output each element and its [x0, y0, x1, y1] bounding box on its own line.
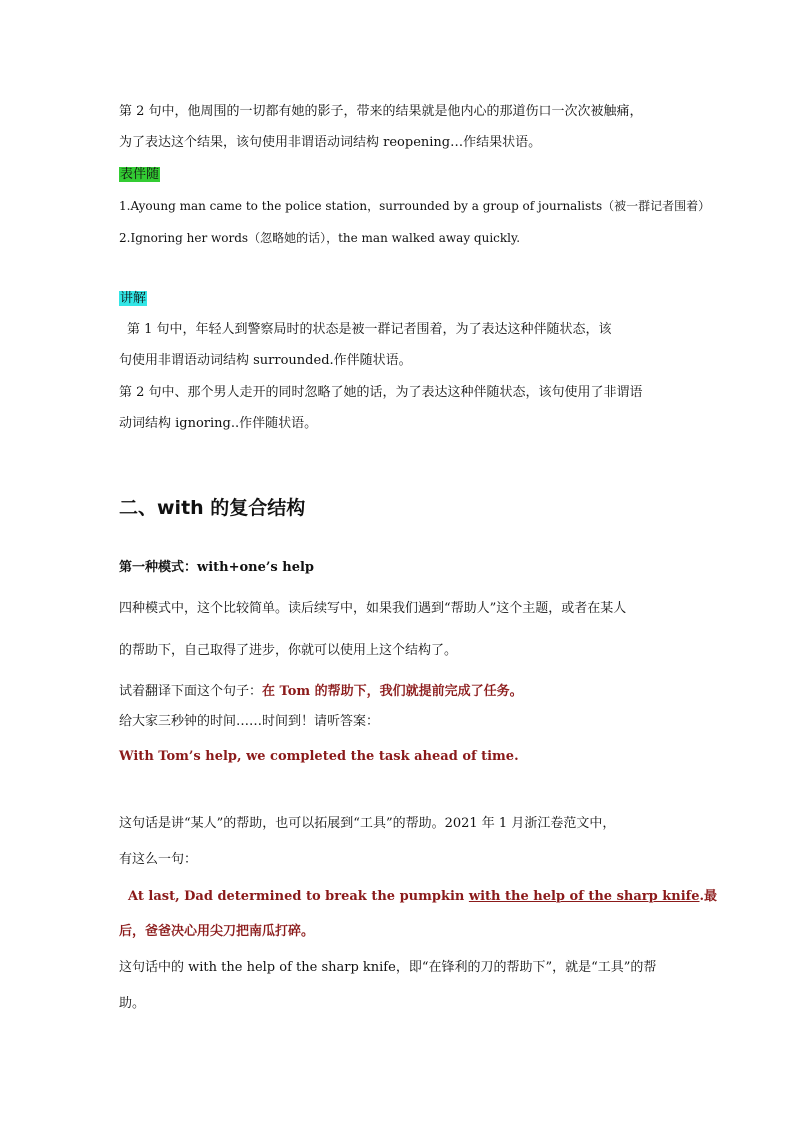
translate-prompt	[119, 683, 523, 701]
mode-title: 第一种模式：with+one’s help	[119, 560, 314, 575]
paragraph-line: 为了表达这个结果，该句使用非谓语动词结构 reopening…作结果状语。	[119, 135, 542, 150]
paragraph-line: 这句话中的 with the help of the sharp knife，即“在锋利的刀的帮助下”，就是“工具”的帮	[119, 960, 657, 975]
quote-end: .最	[699, 889, 718, 904]
answer-line: With Tom’s help, we completed the task ahead of time.	[119, 749, 519, 764]
paragraph-line: 第 2 句中，他周围的一切都有她的影子，带来的结果就是他内心的那道伤口一次次被触痛，	[119, 104, 643, 119]
quote-translation: 后，爸爸决心用尖刀把南瓜打碎。	[119, 924, 315, 939]
section-heading: 二、with 的复合结构	[119, 497, 306, 519]
example-sentence: 1.Ayoung man came to the police station，surrounded by a group of journalists（被一群记者围着）	[119, 199, 711, 213]
paragraph-line: 助。	[119, 996, 146, 1011]
quote-start: At last, Dad determined to break the pumpkin	[128, 889, 469, 904]
section-tag-explanation	[119, 290, 147, 308]
example-sentence: 2.Ignoring her words（忽略她的话），the man walked away quickly.	[119, 231, 521, 245]
translate-sentence: 在 Tom 的帮助下，我们就提前完成了任务。	[262, 684, 523, 699]
paragraph-line: 句使用非谓语动词结构 surrounded.作伴随状语。	[119, 353, 412, 368]
paragraph-line: 这句话是讲“某人”的帮助，也可以拓展到“工具”的帮助。2021 年 1 月浙江卷范文中，	[119, 816, 616, 831]
paragraph-line: 第 2 句中、那个男人走开的同时忽略了她的话，为了表达这种伴随状态，该句使用了非谓语	[119, 385, 643, 400]
quote-line	[128, 888, 717, 906]
quote-underlined: with the help of the sharp knife	[468, 889, 700, 904]
paragraph-line: 的帮助下，自己取得了进步，你就可以使用上这个结构了。	[119, 643, 458, 658]
timer-line: 给大家三秒钟的时间……时间到！请听答案：	[119, 714, 380, 729]
highlight-tag: 表伴随	[120, 167, 160, 182]
paragraph-line: 动词结构 ignoring..作伴随状语。	[119, 416, 318, 431]
translate-prefix: 试着翻译下面这个句子：	[119, 684, 263, 699]
highlight-tag: 讲解	[120, 291, 147, 306]
section-tag-accompany	[119, 166, 160, 184]
paragraph-line: 四种模式中，这个比较简单。读后续写中，如果我们遇到“帮助人”这个主题，或者在某人	[119, 601, 627, 616]
paragraph-line: 有这么一句：	[119, 852, 198, 867]
paragraph-line: 第 1 句中，年轻人到警察局时的状态是被一群记者围着，为了表达这种伴随状态，该	[127, 322, 612, 337]
